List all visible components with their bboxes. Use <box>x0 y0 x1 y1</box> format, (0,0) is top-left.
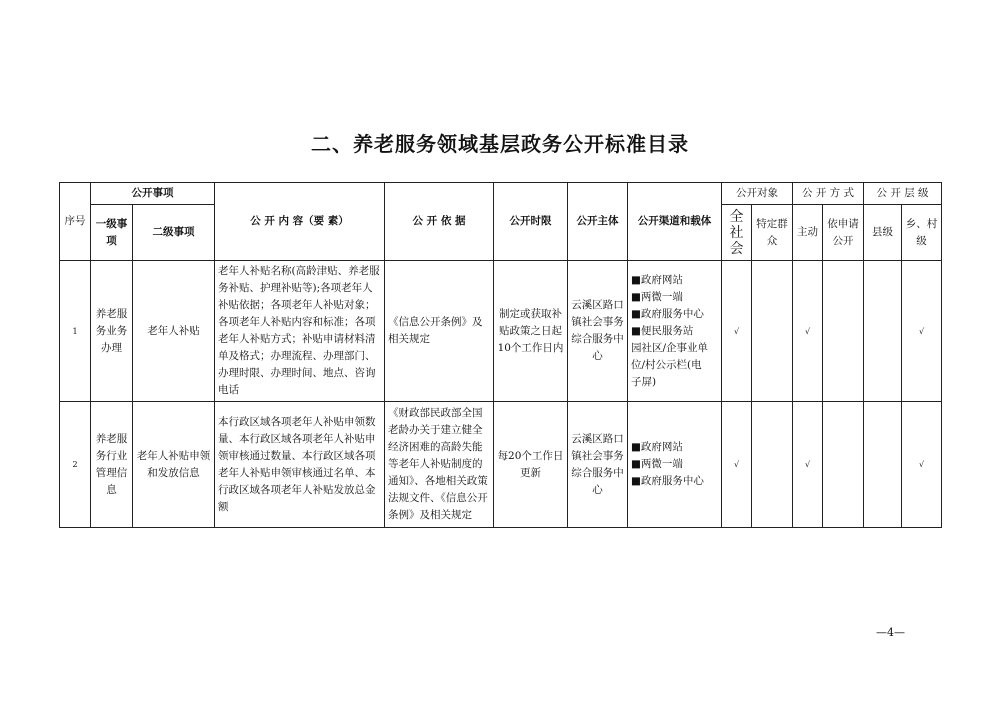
row-level1: 养老服务行业管理信息 <box>91 402 133 528</box>
header-subject: 公开主体 <box>568 183 628 261</box>
header-target-all: 全社会 <box>722 205 752 261</box>
header-seq: 序号 <box>60 183 91 261</box>
channel-item: ■两微一端 <box>631 458 683 470</box>
channel-item: ■政府服务中心 <box>631 307 704 320</box>
channel-item: ■政府网站 <box>631 441 683 453</box>
page-title: 二、养老服务领域基层政务公开标准目录 <box>311 132 689 156</box>
header-basis: 公 开 依 据 <box>385 183 494 261</box>
channel-item: ■政府服务中心 <box>631 475 704 487</box>
header-method-active: 主动 <box>793 205 823 261</box>
header-level2: 二级事项 <box>133 205 215 261</box>
check-method-active: √ <box>793 261 823 402</box>
channel-item: ■便民服务站 <box>631 324 694 337</box>
check-layer-town: √ <box>902 261 942 402</box>
header-content: 公 开 内 容（要 素） <box>215 183 385 261</box>
check-target-specific <box>752 402 793 528</box>
header-target-specific: 特定群众 <box>752 205 793 261</box>
row-basis: 《财政部民政部全国老龄办关于建立健全经济困难的高龄失能等老年人补贴制度的通知》、各地相关政策法规文件、《信息公开条例》及相关规定 <box>385 402 494 528</box>
header-layer-county: 县级 <box>864 205 902 261</box>
check-target-specific <box>752 261 793 402</box>
check-method-apply <box>823 402 864 528</box>
header-level1: 一级事项 <box>91 205 133 261</box>
check-method-apply <box>823 261 864 402</box>
header-matters: 公开事项 <box>91 183 215 205</box>
check-method-active: √ <box>793 402 823 528</box>
row-seq: 1 <box>60 261 91 402</box>
row-basis: 《信息公开条例》及相关规定 <box>385 261 494 402</box>
check-layer-town: √ <box>902 402 942 528</box>
row-seq: 2 <box>60 402 91 528</box>
row-content: 老年人补贴名称(高龄津贴、养老服务补贴、护理补贴等);各项老年人补贴依据；各项老年人补贴对象；各项老年人补贴内容和标准；各项老年人补贴方式；补贴申请材料清单及格式；办理流程、办理部门、办理时限、办理时间、地点、咨询电话 <box>215 261 385 402</box>
row-content: 本行政区域各项老年人补贴申领数量、本行政区域各项老年人补贴申领审核通过数量、本行政区域各项老年人补贴申领审核通过名单、本行政区域各项老年人补贴发放总金额 <box>215 402 385 528</box>
header-method-apply: 依申请公开 <box>823 205 864 261</box>
header-layer-town: 乡、村级 <box>902 205 942 261</box>
table-row <box>60 402 942 528</box>
table-row <box>60 261 942 402</box>
channel-item: 位/村公示栏(电 <box>631 358 702 371</box>
header-time: 公开时限 <box>494 183 568 261</box>
channel-item: 子屏) <box>631 375 657 388</box>
header-layer: 公 开 层 级 <box>864 183 942 205</box>
row-level1: 养老服务业务办理 <box>91 261 133 402</box>
row-subject: 云溪区路口镇社会事务综合服务中心 <box>568 402 628 528</box>
check-target-all: √ <box>722 261 752 402</box>
row-level2: 老年人补贴 <box>133 261 215 402</box>
check-target-all: √ <box>722 402 752 528</box>
row-channels <box>628 261 722 402</box>
page-number: —4— <box>876 626 905 639</box>
row-time: 制定或获取补贴政策之日起10个工作日内 <box>494 261 568 402</box>
header-method: 公 开 方 式 <box>793 183 864 205</box>
check-layer-county <box>864 402 902 528</box>
check-layer-county <box>864 261 902 402</box>
row-channels <box>628 402 722 528</box>
channel-item: ■两微一端 <box>631 290 683 303</box>
channel-item: ■政府网站 <box>631 273 683 286</box>
standard-catalog-table <box>59 182 942 528</box>
row-time: 每20个工作日更新 <box>494 402 568 528</box>
channel-item: 园社区/企事业单 <box>631 341 709 354</box>
row-subject: 云溪区路口镇社会事务综合服务中心 <box>568 261 628 402</box>
header-target: 公开对象 <box>722 183 793 205</box>
row-level2: 老年人补贴申领和发放信息 <box>133 402 215 528</box>
header-channel: 公开渠道和载体 <box>628 183 722 261</box>
